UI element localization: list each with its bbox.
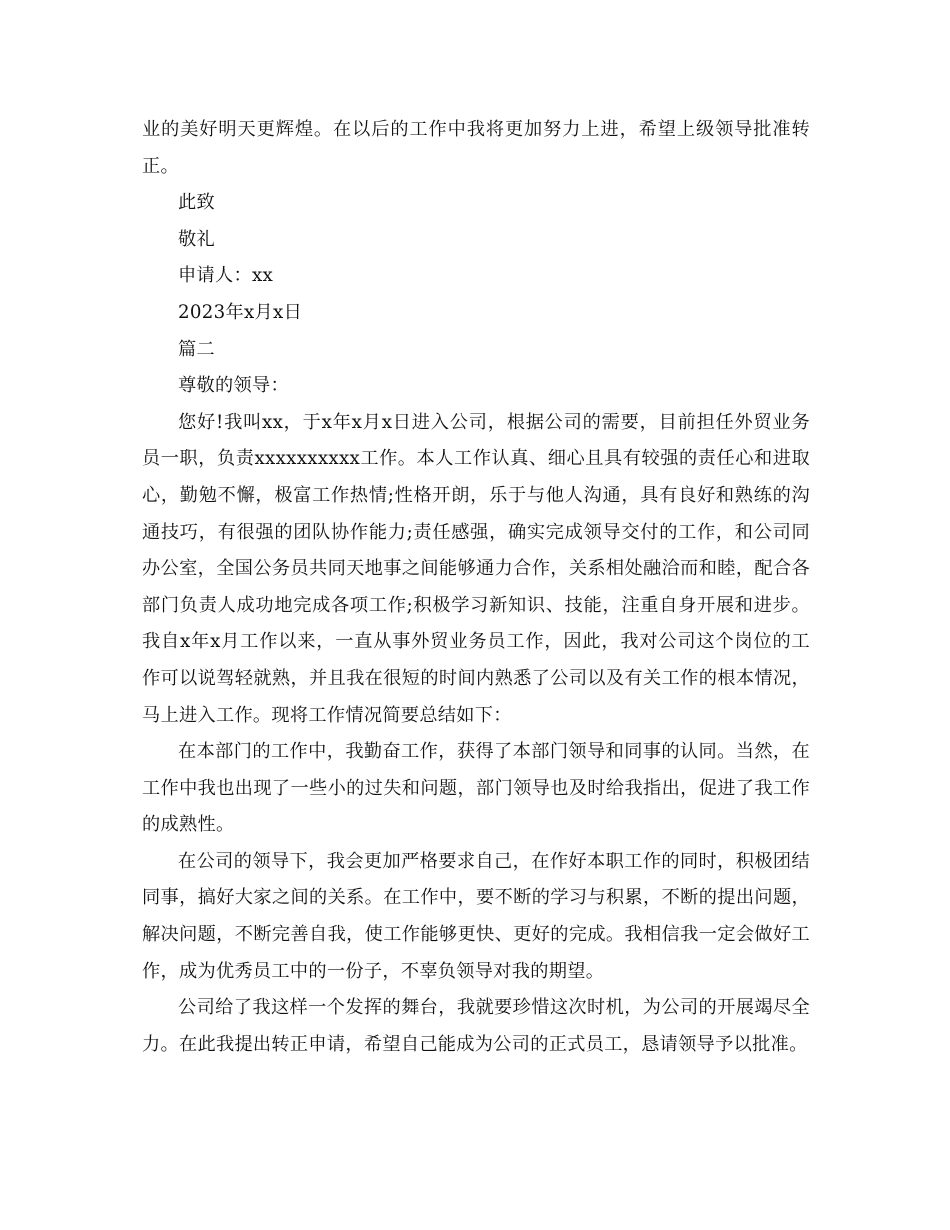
body-paragraph: 在本部门的工作中，我勤奋工作，获得了本部门领导和同事的认同。当然，在工作中我也出现了一些小的过失和问题，部门领导也及时给我指出，促进了我工作的成熟性。 (142, 741, 810, 836)
closing-line: 此致 (178, 192, 215, 214)
date-line: 2023年x月x日 (178, 301, 303, 323)
salute-line: 敬礼 (178, 228, 215, 250)
applicant-line: 申请人：xx (178, 265, 274, 287)
greeting-line: 尊敬的领导： (178, 375, 289, 397)
section-label: 篇二 (178, 338, 215, 360)
body-paragraph: 在公司的领导下，我会更加严格要求自己，在作好本职工作的同时，积极团结同事，搞好大家之间的关系。在工作中，要不断的学习与积累，不断的提出问题，解决问题，不断完善自我，使工作能够更快、更好的完成。我相信我一定会做好工作，成为优秀员工中的一份子，不辜负领导对我的期望。 (142, 850, 810, 982)
continuation-paragraph: 业的美好明天更辉煌。在以后的工作中我将更加努力上进，希望上级领导批准转正。 (142, 119, 810, 177)
document-body (142, 112, 810, 1063)
body-paragraph: 您好!我叫xx，于x年x月x日进入公司，根据公司的需要，目前担任外贸业务员一职，负责xxxxxxxxxx工作。本人工作认真、细心且具有较强的责任心和进取心，勤勉不懈，极富工作热情;性格开朗，乐于与他人沟通，具有良好和熟练的沟通技巧，有很强的团队协作能力;责任感强，确实完成领导交付的工作，和公司同办公室，全国公务员共同天地事之间能够通力合作，关系相处融洽而和睦，配合各部门负责人成功地完成各项工作;积极学习新知识、技能，注重自身开展和进步。我自x年x月工作以来，一直从事外贸业务员工作，因此，我对公司这个岗位的工作可以说驾轻就熟，并且我在很短的时间内熟悉了公司以及有关工作的根本情况，马上进入工作。现将工作情况简要总结如下： (142, 411, 810, 726)
body-paragraph: 公司给了我这样一个发挥的舞台，我就要珍惜这次时机，为公司的开展竭尽全力。在此我提出转正申请，希望自己能成为公司的正式员工，恳请领导予以批准。 (142, 997, 810, 1055)
